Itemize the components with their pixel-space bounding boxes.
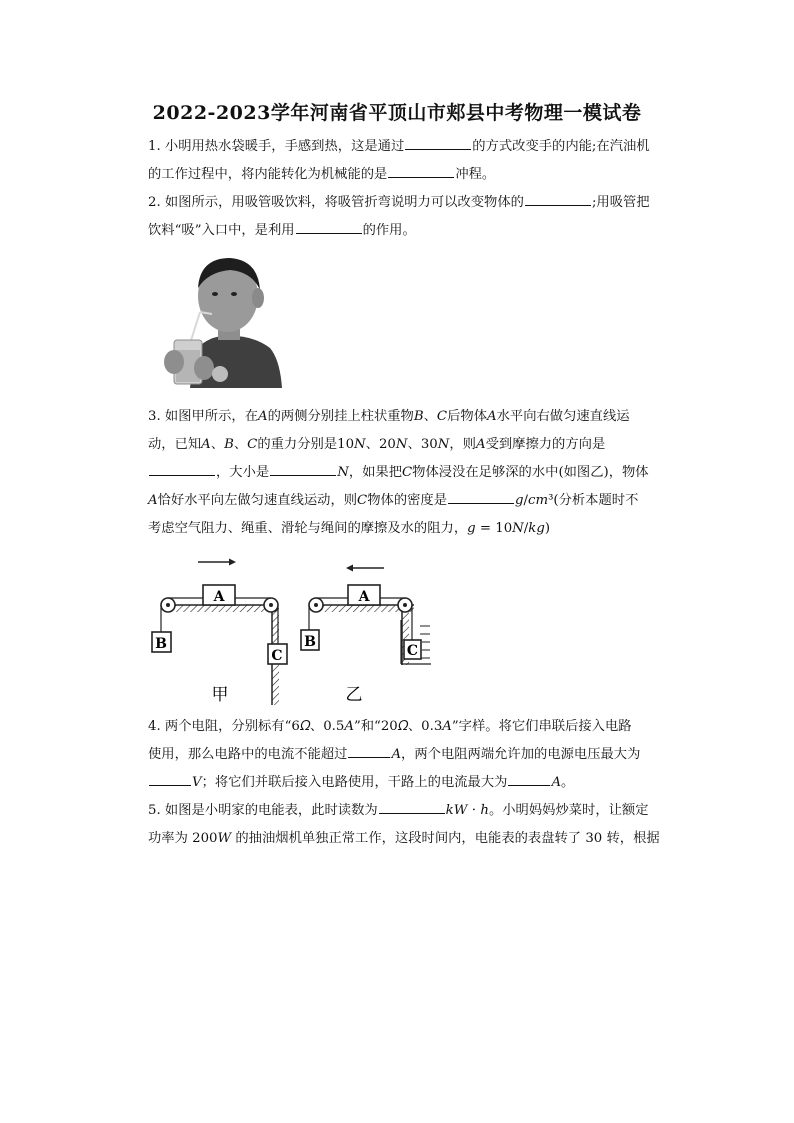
q4-text-a: 使用，那么电路中的电流不能超过	[148, 747, 348, 762]
answer-blank[interactable]	[296, 218, 362, 234]
q2-text-b: ;用吸管把	[591, 195, 650, 210]
page-title: 2022-2023学年河南省平顶山市郏县中考物理一模试卷	[152, 102, 642, 124]
q3-text-c: 𝐴恰好水平向左做匀速直线运动，则𝐶物体的密度是	[148, 493, 448, 508]
caption-yi: 乙	[345, 685, 363, 705]
pulley-diagram	[146, 550, 436, 710]
question-2-line-1	[148, 189, 678, 217]
question-1-line-1	[148, 133, 678, 161]
question-5	[148, 797, 678, 853]
question-1	[148, 133, 678, 189]
block-a-label: A	[213, 589, 225, 605]
q2-text-a: 2. 如图所示，用吸管吸饮料，将吸管折弯说明力可以改变物体的	[148, 195, 524, 210]
q1-text-a: 1. 小明用热水袋暖手，手感到热，这是通过	[148, 139, 405, 154]
block-c-2-label: C	[406, 643, 419, 659]
q3-text-d: 𝑔/𝑐𝑚³(分析本题时不	[515, 493, 639, 508]
q4-text-b: 𝐴，两个电阻两端允许加的电源电压最大为	[391, 747, 641, 762]
q5-text-a: 5. 如图是小明家的电能表，此时读数为	[148, 803, 378, 818]
block-a-2-label: A	[358, 589, 370, 605]
q1-text-b: 的方式改变手的内能;在汽油机	[472, 139, 650, 154]
block-b-2-label: B	[304, 634, 316, 650]
question-3-line-2: 动，已知𝐴、𝐵、𝐶的重力分别是10𝑁、20𝑁、30𝑁，则𝐴受到摩擦力的方向是	[148, 437, 606, 452]
q4-text-d: 𝐴。	[551, 775, 575, 790]
answer-blank[interactable]	[448, 488, 514, 504]
answer-blank[interactable]	[149, 770, 191, 786]
question-3-line-4	[148, 487, 678, 515]
answer-blank[interactable]	[379, 798, 445, 814]
answer-blank[interactable]	[405, 134, 471, 150]
caption-jia: 甲	[211, 685, 229, 705]
figure-jia	[152, 559, 287, 706]
question-4	[148, 713, 678, 797]
answer-blank[interactable]	[508, 770, 550, 786]
q3-text-a: ，大小是	[216, 465, 270, 480]
question-2	[148, 189, 678, 245]
q2-text-d: 的作用。	[362, 223, 416, 238]
question-4-line-3	[148, 769, 678, 797]
figure-yi	[301, 565, 431, 706]
q5-text-b: 𝑘𝑊 ⋅ ℎ。小明妈妈炒菜时，让额定	[445, 803, 649, 818]
question-2-line-2	[148, 217, 678, 245]
question-3-line-1: 3. 如图甲所示，在𝐴的两侧分别挂上柱状重物𝐵、𝐶后物体𝐴水平向右做匀速直线运	[148, 409, 630, 424]
q4-text-c: 𝑉；将它们并联后接入电路使用，干路上的电流最大为	[192, 775, 508, 790]
q2-text-c: 饮料“吸”入口中，是利用	[148, 223, 295, 238]
question-1-line-2	[148, 161, 678, 189]
block-b-label: B	[155, 636, 167, 652]
boy-drinking-photo	[160, 250, 284, 388]
answer-blank[interactable]	[525, 190, 591, 206]
q1-text-d: 冲程。	[455, 167, 496, 182]
answer-blank[interactable]	[149, 460, 215, 476]
question-3-line-5: 考虑空气阻力、绳重、滑轮与绳间的摩擦及水的阻力，𝑔 = 10𝑁/𝑘𝑔)	[148, 521, 551, 536]
question-3	[148, 403, 678, 543]
question-5-line-1	[148, 797, 678, 825]
block-c-label: C	[271, 648, 283, 664]
q3-text-b: 𝑁，如果把𝐶物体浸没在足够深的水中(如图乙)，物体	[337, 465, 649, 480]
answer-blank[interactable]	[348, 742, 390, 758]
answer-blank[interactable]	[270, 460, 336, 476]
question-3-line-3	[148, 459, 678, 487]
q1-text-c: 的工作过程中，将内能转化为机械能的是	[148, 167, 388, 182]
question-4-line-2	[148, 741, 678, 769]
question-5-line-2: 功率为 200𝑊 的抽油烟机单独正常工作，这段时间内，电能表的表盘转了 30 转，根据	[148, 831, 660, 846]
answer-blank[interactable]	[388, 162, 454, 178]
question-4-line-1: 4. 两个电阻，分别标有“6𝛺、0.5𝐴”和“20𝛺、0.3𝐴”字样。将它们串联后接入电路	[148, 719, 632, 734]
